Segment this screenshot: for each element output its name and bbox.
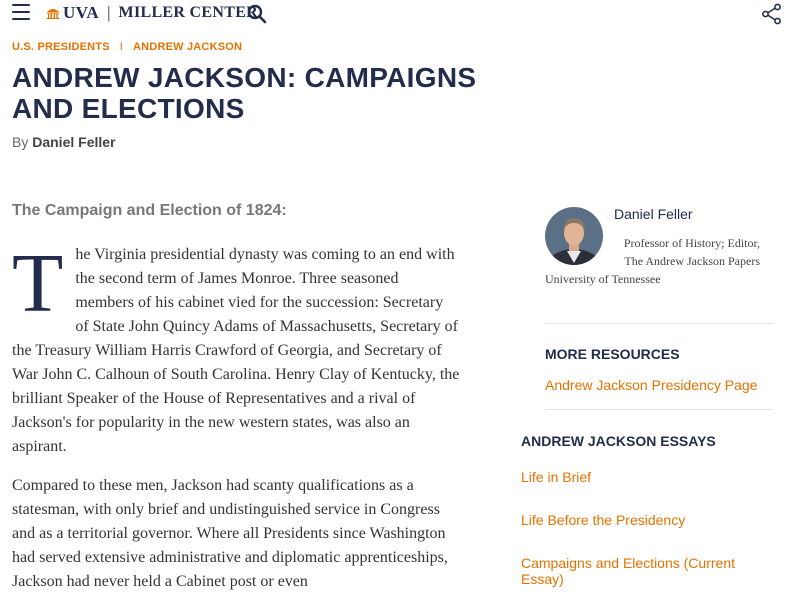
page-title: ANDREW JACKSON: CAMPAIGNS AND ELECTIONS [12, 62, 477, 124]
hamburger-menu-icon[interactable] [12, 4, 30, 20]
breadcrumb [12, 41, 242, 53]
top-navigation-bar [0, 0, 792, 28]
share-icon[interactable] [761, 3, 783, 25]
author-bio-line: Professor of History; Editor, [623, 236, 760, 250]
search-icon[interactable] [247, 4, 267, 24]
logo-separator: | [107, 3, 111, 22]
breadcrumb-separator: I [119, 41, 124, 53]
breadcrumb-andrew-jackson[interactable]: ANDREW JACKSON [133, 41, 243, 53]
article-paragraph [12, 237, 460, 459]
byline [12, 134, 116, 150]
rotunda-icon [46, 7, 60, 19]
breadcrumb-us-presidents[interactable]: U.S. PRESIDENTS [12, 41, 110, 53]
essay-link-life-in-brief[interactable]: Life in Brief [521, 469, 592, 485]
essay-link-life-before-presidency[interactable]: Life Before the Presidency [521, 512, 686, 528]
paragraph-text: he Virginia presidential dynasty was coming to an end with the second term of James Monroe. Three seasoned members of his cabinet vied for the succession: Secretary of State John Quincy Adams of Massachusetts, Secretary of the Treasury William Harris Crawford of Georgia, and Secretary of War John C. Calhoun of South Carolina. Henry Clay of Kentucky, the brilliant Speaker of the House of Representatives and a rival of Jackson's for popularity in the new western states, was also an aspirant. [12, 246, 460, 455]
article-paragraph-2: Compared to these men, Jackson had scanty qualifications as a statesman, with only brief and undistinguished service in Congress and as a territorial governor. Where all Presidents since Washington had served extensive administrative and diplomatic apprenticeships, Jackson had never held a Cabinet post or even [12, 477, 448, 590]
logo-uva-text: UVA [63, 3, 100, 22]
essay-link-campaigns-and-elections[interactable]: Campaigns and Elections (Current Essay) [521, 555, 735, 587]
author-bio [545, 234, 760, 288]
presidency-page-link[interactable]: Andrew Jackson Presidency Page [545, 377, 758, 393]
essays-title: ANDREW JACKSON ESSAYS [521, 433, 716, 449]
section-heading: The Campaign and Election of 1824: [12, 202, 287, 219]
byline-prefix: By [12, 134, 29, 150]
logo-miller-center-text: MILLER CENTER [118, 4, 259, 21]
byline-author[interactable]: Daniel Feller [32, 134, 116, 150]
drop-cap: T [12, 237, 64, 330]
sidebar-divider [545, 409, 773, 410]
sidebar-author-name[interactable]: Daniel Feller [614, 206, 693, 222]
author-bio-line: The Andrew Jackson Papers [624, 254, 760, 268]
sidebar-divider [545, 323, 773, 324]
author-bio-line: University of Tennessee [545, 272, 661, 286]
site-logo[interactable] [46, 3, 258, 23]
more-resources-title: MORE RESOURCES [545, 346, 680, 362]
